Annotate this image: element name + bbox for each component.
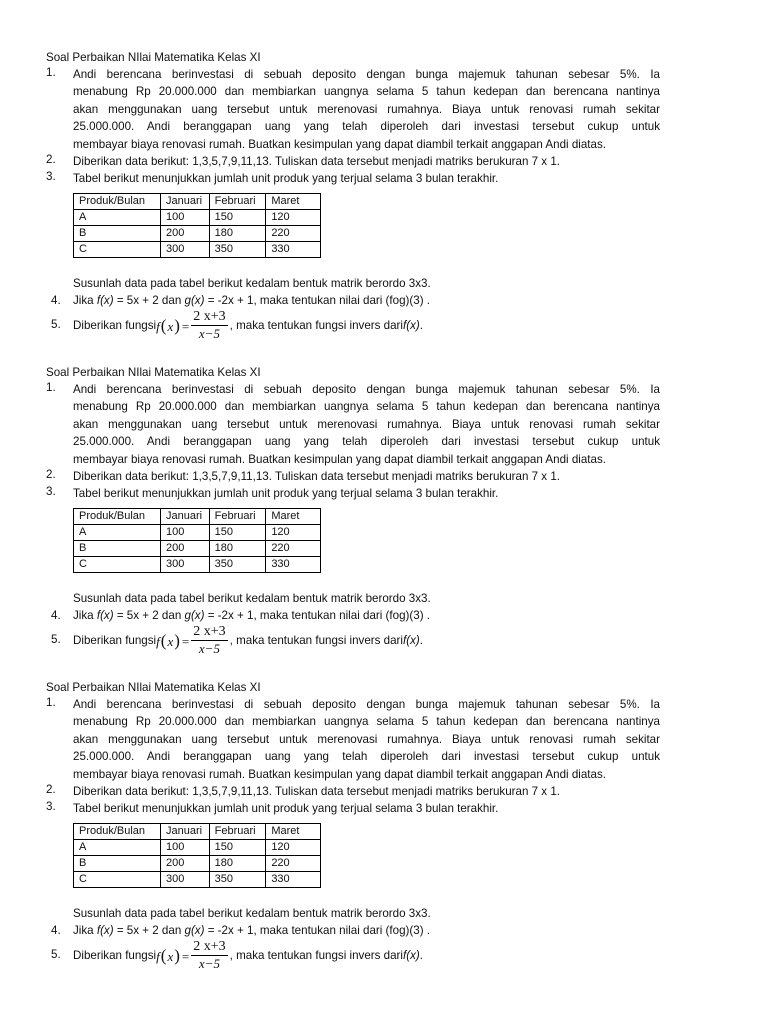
- question-1-line: akan menggunakan uang tersebut untuk merenovasi rumahnya. Biaya untuk renovasi rumah sekitar: [73, 417, 660, 431]
- table-header-cell: Januari: [161, 193, 210, 209]
- table-cell: 300: [161, 241, 210, 257]
- question-1-line: akan menggunakan uang tersebut untuk merenovasi rumahnya. Biaya untuk renovasi rumah sekitar: [73, 732, 660, 746]
- question-1-line: Andi berencana berinvestasi di sebuah deposito dengan bunga majemuk tahunan sebesar 5%. Ia: [73, 68, 660, 81]
- table-cell: 350: [209, 241, 266, 257]
- table-cell: 180: [209, 540, 266, 556]
- q5-prefix: Diberikan fungsi: [73, 949, 157, 963]
- question-4: [46, 292, 660, 309]
- q4-f: f(x): [96, 923, 114, 937]
- table-cell: 100: [161, 209, 210, 225]
- table-cell: 120: [266, 209, 321, 225]
- q4-f: f(x): [96, 293, 114, 307]
- table-cell: 100: [161, 839, 210, 855]
- table-cell: B: [74, 225, 161, 241]
- q4-text: Jika: [73, 293, 97, 307]
- question-3-instruction: Susunlah data pada tabel berikut kedalam bentuk matrik berordo 3x3.: [73, 591, 431, 605]
- table-cell: 200: [161, 855, 210, 871]
- table-row: [74, 524, 321, 540]
- q4-text: = 5x + 2 dan: [113, 293, 185, 307]
- table-cell: 100: [161, 524, 210, 540]
- question-number: 4.: [51, 293, 61, 307]
- question-4: [46, 922, 660, 939]
- numerator: 2 x+3: [193, 309, 226, 325]
- question-3: [46, 170, 660, 258]
- table-cell: C: [74, 556, 161, 572]
- question-4: [46, 607, 660, 624]
- table-header-cell: Januari: [161, 823, 210, 839]
- table-header-row: [74, 508, 321, 524]
- question-1: [46, 696, 660, 783]
- question-number: 3.: [46, 799, 56, 813]
- question-1: [46, 381, 660, 468]
- q5-suffix: , maka tentukan fungsi invers dari: [229, 949, 403, 963]
- q4-text: = 5x + 2 dan: [113, 608, 185, 622]
- function-formula: f(x) =: [156, 630, 190, 650]
- table-header-cell: Maret: [266, 823, 321, 839]
- table-cell: A: [74, 839, 161, 855]
- question-number: 2.: [46, 467, 56, 481]
- question-2-text: Diberikan data berikut: 1,3,5,7,9,11,13. Tuliskan data tersebut menjadi matriks berukuran 7 x 1.: [73, 469, 560, 483]
- denominator: x−5: [198, 956, 220, 972]
- table-cell: 300: [161, 871, 210, 887]
- q4-g: g(x): [184, 608, 205, 622]
- function-formula: f(x) =: [156, 945, 190, 965]
- fraction: [191, 624, 227, 657]
- table-header-cell: Produk/Bulan: [74, 508, 161, 524]
- table-cell: 180: [209, 855, 266, 871]
- question-number: 5.: [51, 317, 61, 331]
- table-header-cell: Februari: [209, 823, 266, 839]
- table-cell: 200: [161, 225, 210, 241]
- question-3-text: Tabel berikut menunjukkan jumlah unit produk yang terjual selama 3 bulan terakhir.: [73, 171, 499, 185]
- q4-text: Jika: [73, 923, 97, 937]
- q4-text: = -2x + 1, maka tentukan nilai dari (fog)(3) .: [204, 293, 431, 307]
- table-cell: 330: [266, 556, 321, 572]
- fraction: [191, 309, 227, 342]
- q5-suffix: , maka tentukan fungsi invers dari: [229, 634, 403, 648]
- question-number: 3.: [46, 169, 56, 183]
- question-1-line: Andi berencana berinvestasi di sebuah deposito dengan bunga majemuk tahunan sebesar 5%. Ia: [73, 698, 660, 711]
- table-cell: 350: [209, 556, 266, 572]
- table-header-cell: Februari: [209, 508, 266, 524]
- table-row: [74, 855, 321, 871]
- question-1-line: 25.000.000. Andi beranggapan uang yang telah diperoleh dari investasi tersebut cukup untuk: [73, 750, 660, 764]
- question-number: 4.: [51, 608, 61, 622]
- sales-table: [73, 193, 321, 258]
- question-1-line: membayar biaya renovasi rumah. Buatkan kesimpulan yang dapat diambil terkait anggapan Andi diatas.: [73, 767, 606, 781]
- table-cell: 300: [161, 556, 210, 572]
- denominator: x−5: [198, 641, 220, 657]
- question-number: 3.: [46, 484, 56, 498]
- table-row: [74, 839, 321, 855]
- question-2: [46, 783, 660, 800]
- table-cell: B: [74, 540, 161, 556]
- numerator: 2 x+3: [193, 624, 226, 640]
- table-cell: 220: [266, 225, 321, 241]
- table-header-cell: Produk/Bulan: [74, 193, 161, 209]
- question-3-text: Tabel berikut menunjukkan jumlah unit produk yang terjual selama 3 bulan terakhir.: [73, 801, 499, 815]
- q4-text: = -2x + 1, maka tentukan nilai dari (fog)(3) .: [204, 608, 431, 622]
- denominator: x−5: [198, 326, 220, 342]
- question-1: [46, 66, 660, 153]
- table-row: [74, 241, 321, 257]
- question-1-line: menabung Rp 20.000.000 dan membiarkan uangnya selama 5 tahun kedepan dan berencana nantinya: [73, 85, 660, 99]
- table-row: [74, 209, 321, 225]
- question-2: [46, 468, 660, 485]
- question-1-line: menabung Rp 20.000.000 dan membiarkan uangnya selama 5 tahun kedepan dan berencana nantinya: [73, 715, 660, 729]
- table-header-row: [74, 823, 321, 839]
- question-5: 5. Diberikan fungsi f(x) = $\frac{2 x+3}{x-5}$ , maka tentukan fungsi invers dari f(x) .: [51, 309, 423, 342]
- question-number: 1.: [46, 381, 56, 394]
- question-3-instruction: Susunlah data pada tabel berikut kedalam bentuk matrik berordo 3x3.: [73, 276, 431, 290]
- question-2-text: Diberikan data berikut: 1,3,5,7,9,11,13. Tuliskan data tersebut menjadi matriks berukuran 7 x 1.: [73, 784, 560, 798]
- table-header-cell: Produk/Bulan: [74, 823, 161, 839]
- question-number: 1.: [46, 66, 56, 79]
- question-1-line: akan menggunakan uang tersebut untuk merenovasi rumahnya. Biaya untuk renovasi rumah sekitar: [73, 102, 660, 116]
- table-row: [74, 556, 321, 572]
- table-row: [74, 871, 321, 887]
- q5-target: f(x): [403, 319, 420, 333]
- table-cell: A: [74, 209, 161, 225]
- q5-prefix: Diberikan fungsi: [73, 634, 157, 648]
- table-header-cell: Januari: [161, 508, 210, 524]
- table-cell: 150: [209, 209, 266, 225]
- sales-table: [73, 823, 321, 888]
- question-number: 1.: [46, 696, 56, 709]
- q5-target: f(x): [403, 634, 420, 648]
- question-sheet-2: [46, 364, 660, 658]
- fraction: [191, 939, 227, 972]
- question-5: 5. Diberikan fungsi f(x) = $\frac{2 x+3}{x-5}$ , maka tentukan fungsi invers dari f(x) .: [51, 939, 423, 972]
- table-header-row: [74, 193, 321, 209]
- question-3: [46, 800, 660, 888]
- question-number: 2.: [46, 152, 56, 166]
- table-cell: 330: [266, 871, 321, 887]
- q5-suffix: , maka tentukan fungsi invers dari: [229, 319, 403, 333]
- q5-prefix: Diberikan fungsi: [73, 319, 157, 333]
- table-cell: C: [74, 871, 161, 887]
- table-cell: 150: [209, 524, 266, 540]
- function-formula: f(x) =: [156, 315, 190, 335]
- table-cell: 220: [266, 540, 321, 556]
- q4-text: = -2x + 1, maka tentukan nilai dari (fog)(3) .: [204, 923, 431, 937]
- table-header-cell: Maret: [266, 193, 321, 209]
- q4-g: g(x): [184, 293, 205, 307]
- table-cell: 150: [209, 839, 266, 855]
- q4-text: Jika: [73, 608, 97, 622]
- table-cell: C: [74, 241, 161, 257]
- table-cell: 120: [266, 524, 321, 540]
- sheet-title: Soal Perbaikan NIlai Matematika Kelas XI: [46, 681, 261, 694]
- question-1-line: menabung Rp 20.000.000 dan membiarkan uangnya selama 5 tahun kedepan dan berencana nantinya: [73, 400, 660, 414]
- table-cell: B: [74, 855, 161, 871]
- numerator: 2 x+3: [193, 939, 226, 955]
- q4-f: f(x): [96, 608, 114, 622]
- question-1-line: 25.000.000. Andi beranggapan uang yang telah diperoleh dari investasi tersebut cukup untuk: [73, 120, 660, 134]
- question-sheet-1: [46, 49, 660, 343]
- question-number: 5.: [51, 947, 61, 961]
- question-3: [46, 485, 660, 573]
- table-row: [74, 225, 321, 241]
- question-1-line: Andi berencana berinvestasi di sebuah deposito dengan bunga majemuk tahunan sebesar 5%. Ia: [73, 383, 660, 396]
- question-number: 5.: [51, 632, 61, 646]
- sheet-title: Soal Perbaikan NIlai Matematika Kelas XI: [46, 51, 261, 64]
- table-cell: 220: [266, 855, 321, 871]
- question-3-instruction: Susunlah data pada tabel berikut kedalam bentuk matrik berordo 3x3.: [73, 906, 431, 920]
- table-cell: 200: [161, 540, 210, 556]
- q4-g: g(x): [184, 923, 205, 937]
- question-number: 2.: [46, 782, 56, 796]
- question-2: [46, 153, 660, 170]
- table-row: [74, 540, 321, 556]
- sales-table: [73, 508, 321, 573]
- table-cell: 180: [209, 225, 266, 241]
- table-cell: 350: [209, 871, 266, 887]
- question-2-text: Diberikan data berikut: 1,3,5,7,9,11,13. Tuliskan data tersebut menjadi matriks berukuran 7 x 1.: [73, 154, 560, 168]
- question-3-text: Tabel berikut menunjukkan jumlah unit produk yang terjual selama 3 bulan terakhir.: [73, 486, 499, 500]
- q4-text: = 5x + 2 dan: [113, 923, 185, 937]
- question-sheet-3: [46, 679, 660, 973]
- table-header-cell: Februari: [209, 193, 266, 209]
- question-5: 5. Diberikan fungsi f(x) = $\frac{2 x+3}{x-5}$ , maka tentukan fungsi invers dari f(x) .: [51, 624, 423, 657]
- q5-target: f(x): [403, 949, 420, 963]
- question-1-line: membayar biaya renovasi rumah. Buatkan kesimpulan yang dapat diambil terkait anggapan Andi diatas.: [73, 452, 606, 466]
- table-cell: A: [74, 524, 161, 540]
- table-header-cell: Maret: [266, 508, 321, 524]
- question-number: 4.: [51, 923, 61, 937]
- question-1-line: 25.000.000. Andi beranggapan uang yang telah diperoleh dari investasi tersebut cukup untuk: [73, 435, 660, 449]
- table-cell: 120: [266, 839, 321, 855]
- sheet-title: Soal Perbaikan NIlai Matematika Kelas XI: [46, 366, 261, 379]
- question-1-line: membayar biaya renovasi rumah. Buatkan kesimpulan yang dapat diambil terkait anggapan Andi diatas.: [73, 137, 606, 151]
- table-cell: 330: [266, 241, 321, 257]
